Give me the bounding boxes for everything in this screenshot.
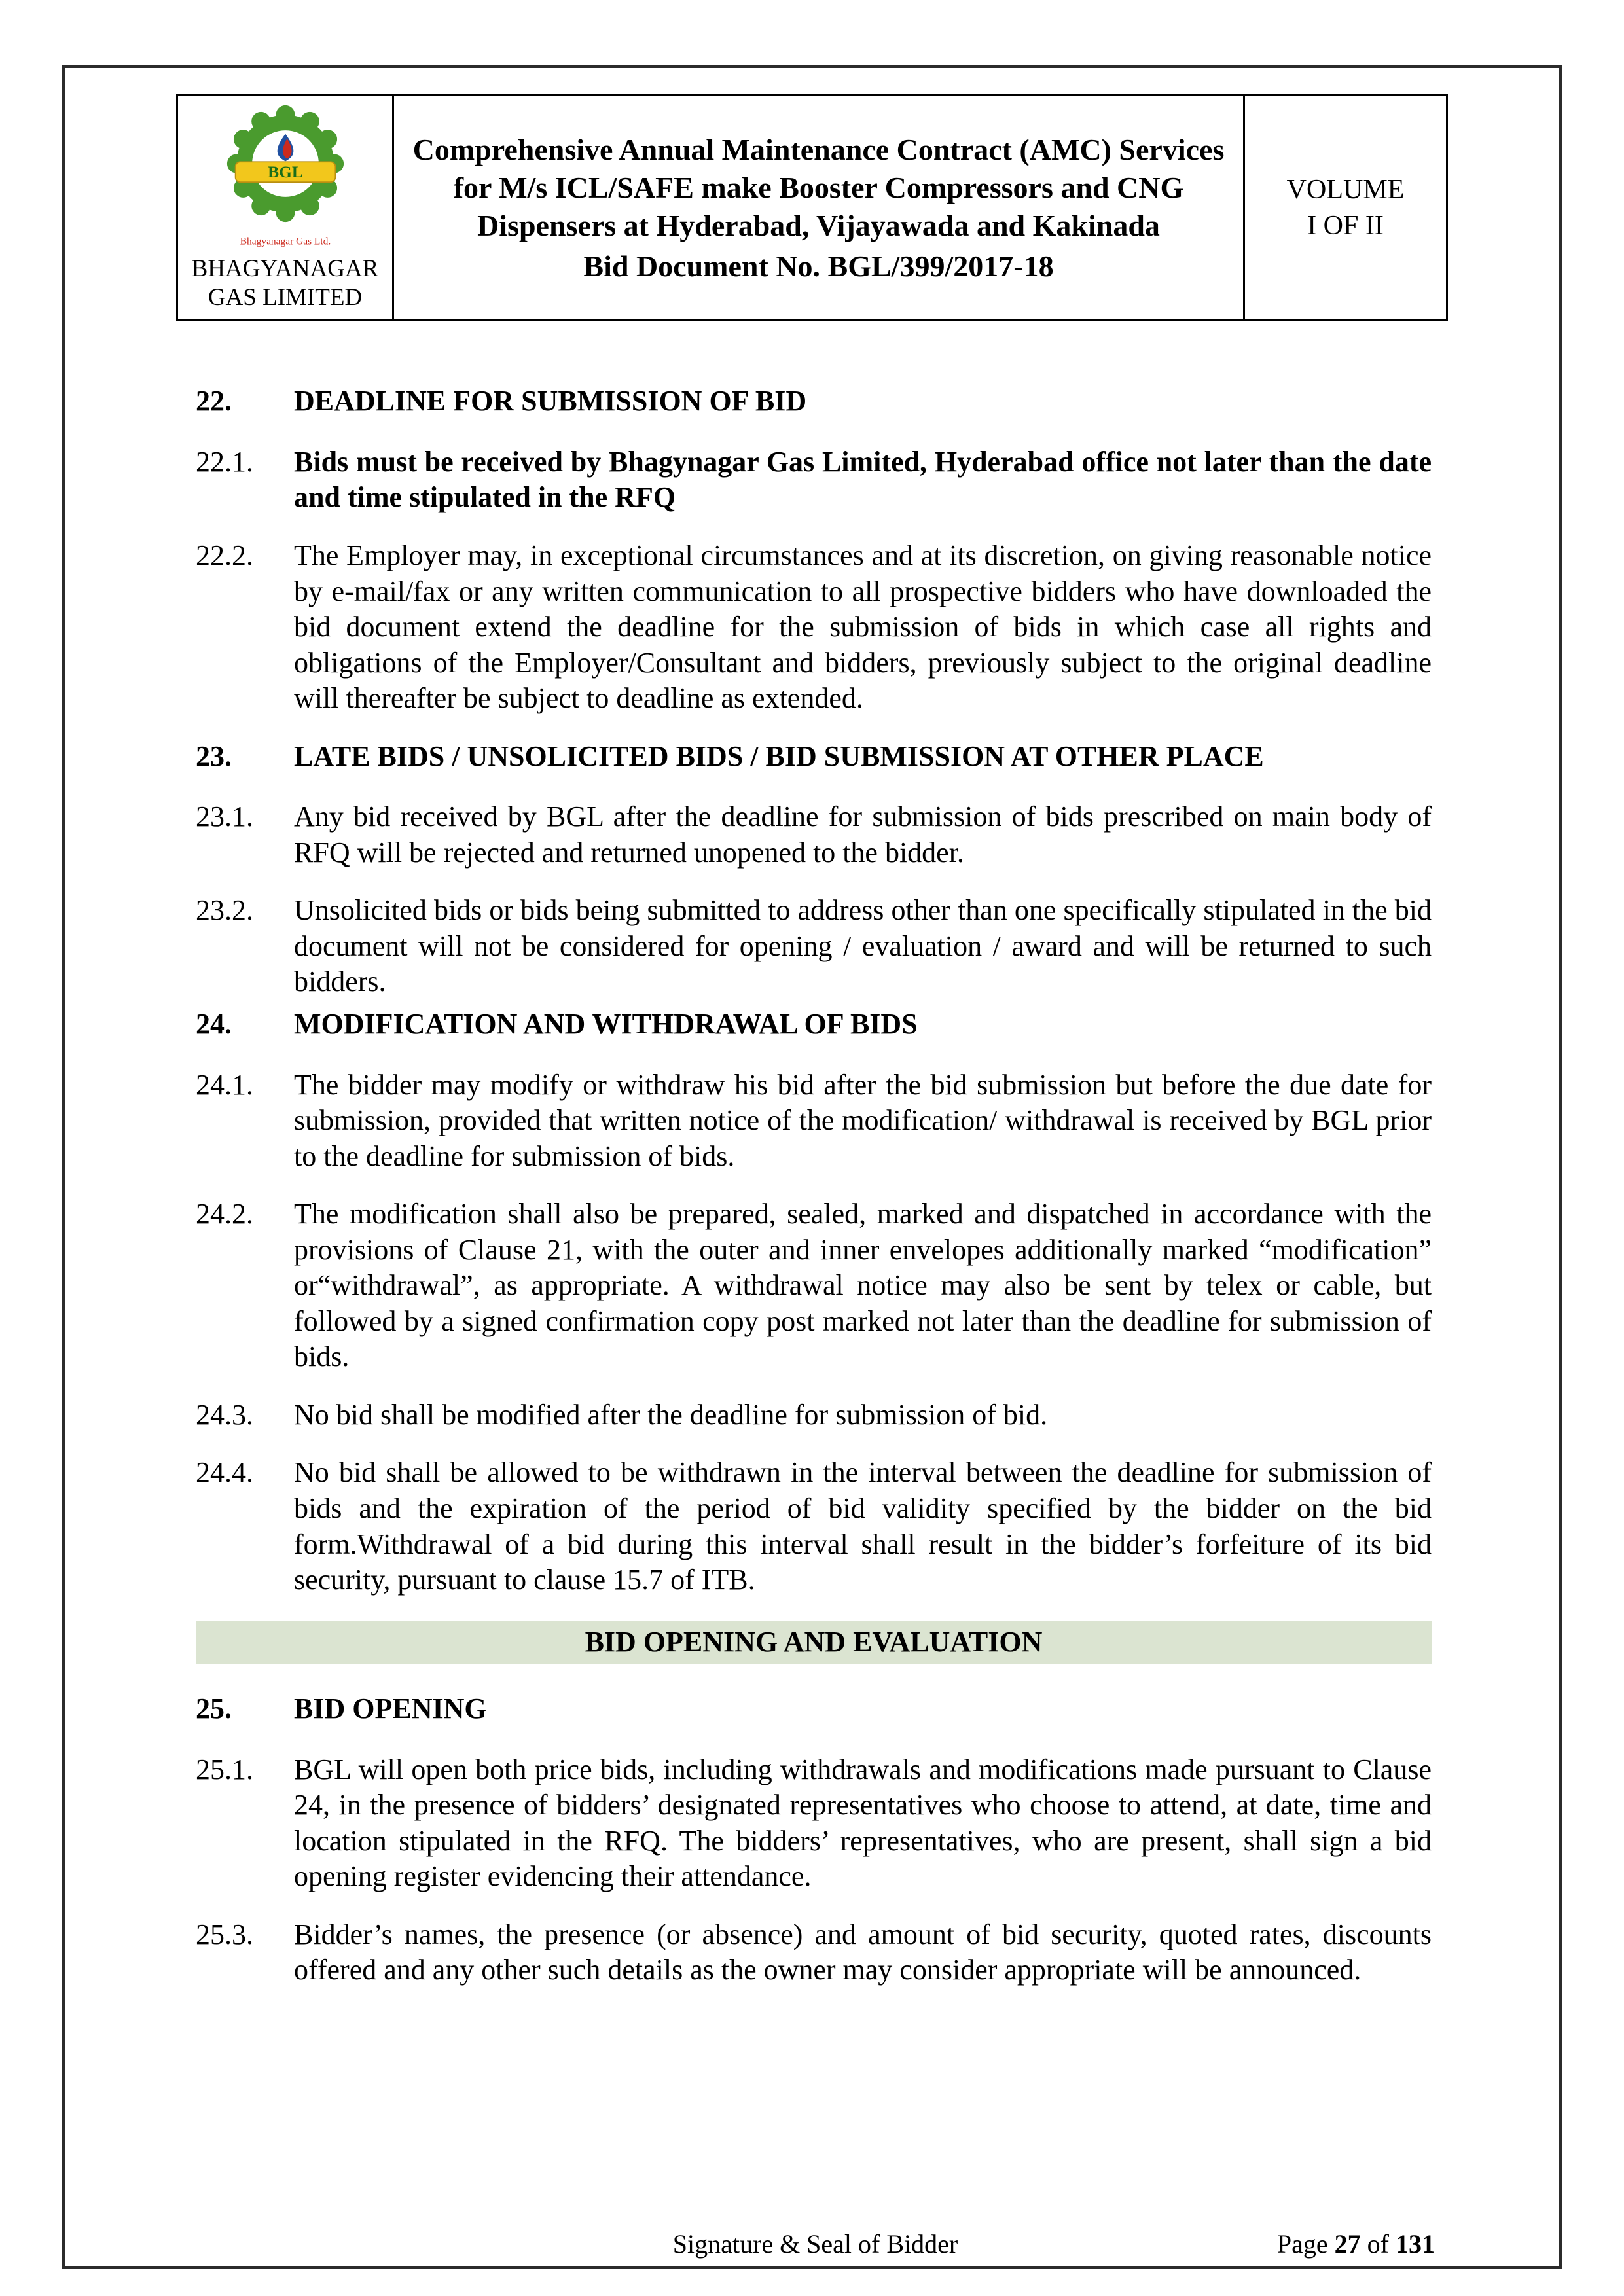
clause-row	[196, 538, 1432, 717]
page-number: 27	[1334, 2229, 1361, 2259]
clause-row	[196, 1691, 1432, 1727]
clause-row	[196, 893, 1432, 1000]
page-total: 131	[1396, 2229, 1435, 2259]
clause-number: 24.3.	[196, 1398, 253, 1431]
clause-number: 23.2.	[196, 894, 253, 927]
clause-number: 23.1.	[196, 800, 253, 833]
clause-text: The bidder may modify or withdraw his bid after the bid submission but before the due date for submission, provided that written notice of the modification/ withdrawal is received by BGL prior to the deadline for submission of bids.	[294, 1068, 1432, 1172]
clause-heading-text: MODIFICATION AND WITHDRAWAL OF BIDS	[294, 1007, 918, 1040]
clause-text: The modification shall also be prepared, sealed, marked and dispatched in accordance with the provisions of Clause 21, with the outer and inner envelopes additionally marked “modification” or“withdrawal”, as appropriate. A withdrawal notice may also be sent by telex or cable, but followed by a signed confirmation copy post marked not later than the deadline for submission of bids.	[294, 1198, 1432, 1373]
clause-row	[196, 1455, 1432, 1598]
bgl-logo	[220, 104, 351, 249]
clause-number: 24.1.	[196, 1068, 253, 1101]
clause-row	[196, 1397, 1432, 1433]
clause-text: The Employer may, in exceptional circumstances and at its discretion, on giving reasonable notice by e-mail/fax or any written communication to all prospective bidders who have downloaded the bid document extend the deadline for the submission of bids in which case all rights and obligations of the Employer/Consultant and bidders, previously subject to the original deadline will thereafter be subject to deadline as extended.	[294, 539, 1432, 715]
clause-text: Bidder’s names, the presence (or absence) and amount of bid security, quoted rates, discounts offered and any other such details as the owner may consider appropriate will be announced.	[294, 1918, 1432, 1986]
signature-label: Signature & Seal of Bidder	[672, 2229, 958, 2259]
logo-cell	[177, 96, 393, 321]
clause-row	[196, 739, 1432, 775]
volume-cell	[1244, 96, 1447, 321]
clause-number: 25.	[196, 1693, 232, 1725]
clause-row	[196, 1067, 1432, 1175]
clause-row	[196, 1752, 1432, 1895]
clause-text: Unsolicited bids or bids being submitted to address other than one specifically stipulated in the bid document will not be considered for opening / evaluation / award and will be returned to such bidders.	[294, 894, 1432, 998]
clause-number: 23.	[196, 740, 232, 772]
of-word: of	[1360, 2229, 1396, 2259]
clause-heading-text: BID OPENING	[294, 1693, 487, 1725]
clause-heading-text: DEADLINE FOR SUBMISSION OF BID	[294, 385, 807, 418]
clause-row	[196, 384, 1432, 420]
clause-number: 24.2.	[196, 1198, 253, 1230]
document-title: Comprehensive Annual Maintenance Contract (AMC) Services for M/s ICL/SAFE make Booster Compressors and CNG Dispensers at Hyderabad, Vijayawada and Kakinada	[412, 132, 1225, 242]
clause-number: 24.4.	[196, 1456, 253, 1489]
clause-text: Bids must be received by Bhagynagar Gas Limited, Hyderabad office not later than the date and time stipulated in the RFQ	[294, 445, 1432, 514]
organization-name-line1: BHAGYANAGAR	[191, 255, 379, 282]
clause-number: 25.3.	[196, 1918, 253, 1950]
page-footer	[196, 2229, 1435, 2259]
volume-label-line1: VOLUME	[1286, 175, 1405, 206]
organization-name	[186, 255, 384, 312]
page-indicator	[1022, 2229, 1435, 2259]
clause-text: BGL will open both price bids, including withdrawals and modifications made pursuant to Clause 24, in the presence of bidders’ designated representatives who choose to attend, at date, time and location stipulated in the RFQ. The bidders’ representatives, who are present, shall sign a bid opening register evidencing their attendance.	[294, 1753, 1432, 1893]
clause-number: 24.	[196, 1007, 232, 1040]
clause-row	[196, 799, 1432, 870]
logo-acronym: BGL	[267, 162, 303, 181]
section-banner-bid-opening-and-evaluation: BID OPENING AND EVALUATION	[196, 1621, 1432, 1664]
document-body	[196, 384, 1432, 1988]
clause-number: 22.	[196, 385, 232, 418]
document-number: Bid Document No. BGL/399/2017-18	[583, 249, 1054, 283]
clause-row	[196, 1007, 1432, 1043]
title-cell	[393, 96, 1244, 321]
volume-label-line2: I OF II	[1307, 210, 1384, 241]
page-word: Page	[1276, 2229, 1335, 2259]
clause-row	[196, 444, 1432, 516]
clause-row	[196, 1917, 1432, 1988]
clause-number: 22.1.	[196, 445, 253, 478]
clause-number: 25.1.	[196, 1753, 253, 1785]
clause-row	[196, 1196, 1432, 1375]
clause-number: 22.2.	[196, 539, 253, 571]
clause-text: No bid shall be modified after the deadline for submission of bid.	[294, 1398, 1048, 1431]
document-header-table	[176, 94, 1448, 321]
organization-name-line2: GAS LIMITED	[208, 283, 363, 311]
clause-text: Any bid received by BGL after the deadline for submission of bids prescribed on main body of RFQ will be rejected and returned unopened to the bidder.	[294, 800, 1432, 869]
logo-ribbon-subtext: Bhagyanagar Gas Ltd.	[240, 236, 331, 247]
clause-heading-text: LATE BIDS / UNSOLICITED BIDS / BID SUBMISSION AT OTHER PLACE	[294, 740, 1264, 772]
page-border	[62, 65, 1562, 2269]
clause-text: No bid shall be allowed to be withdrawn in the interval between the deadline for submission of bids and the expiration of the period of bid validity specified by the bidder on the bid form.Withdrawal of a bid during this interval shall result in the bidder’s forfeiture of its bid security, pursuant to clause 15.7 of ITB.	[294, 1456, 1432, 1596]
